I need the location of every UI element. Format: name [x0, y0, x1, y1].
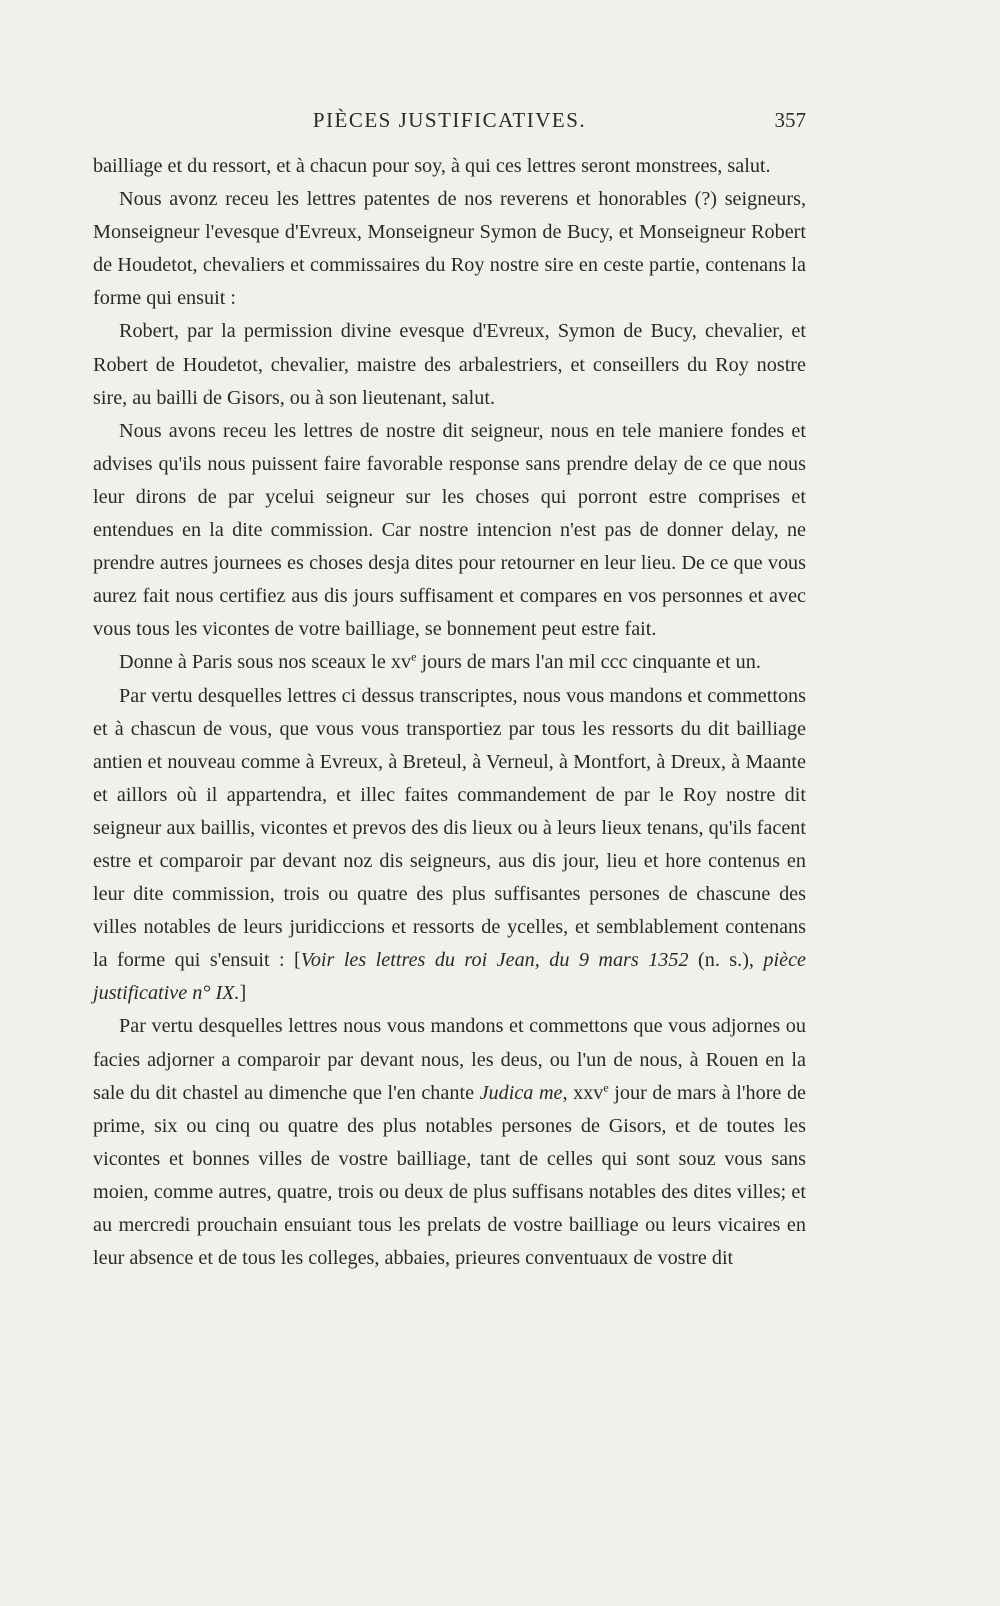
paragraph-6-end: ] — [239, 982, 247, 1005]
page-number: 357 — [774, 108, 806, 132]
paragraph-5-text: Donne à Paris sous nos sceaux le xv — [119, 651, 412, 674]
editorial-reference-italic: pièce justificative n° IX. — [93, 949, 806, 1005]
paragraph-1: bailliage et du ressort, et à chacun pour soy, à qui ces lettres seront monstrees, salut. — [93, 155, 771, 177]
paragraph-7-text: Par vertu desquelles lettres nous vous mandons et commettons que vous adjornes ou facies adjorner a comparoir par devant nous, les deus, ou l'un de nous, à Rouen en la sale du dit chastel au dimenche que l'en chante — [93, 1015, 806, 1104]
paragraph-5 — [93, 646, 806, 679]
paragraph-6 — [93, 680, 806, 1011]
superscript-e-2: e — [603, 1079, 609, 1094]
paragraph-4: Nous avons receu les lettres de nostre dit seigneur, nous en tele maniere fondes et advises qu'ils nous puissent faire favorable response sans prendre delay de ce que nous leur dirons de par ycelui seigneur sur les choses qui porront estre comprises et entendues en la dite commission. Car nostre intencion n'est pas de donner delay, ne prendre autres journees es choses desja dites pour retourner en leur lieu. De ce que vous aurez fait nous certifiez aus dis jours suffisament et compares en vos personnes et avec vous tous les vicontes de votre bailliage, se bonnement peut estre fait. — [93, 419, 806, 641]
paragraph-7-text-end: jour de mars à l'hore de prime, six ou cinq ou quatre des plus notables persones de Gisors, et de toutes les vicontes et bonnes villes de vostre bailliage, tant de celles qui sont souz vous sans moien, comme autres, quatre, trois ou deux de plus suffisans notables des dites villes; et au mercredi prouchain ensuiant tous les prelats de vostre bailliage ou leurs vicaires en leur absence et de tous les colleges, abbaies, prieures conventuaux de vostre dit — [93, 1081, 806, 1270]
liturgical-phrase-italic: Judica me — [479, 1081, 563, 1104]
paragraph-6-text: Par vertu desquelles lettres ci dessus transcriptes, nous vous mandons et commettons et à chascun de vous, que vous vous transportiez par tous les ressorts du dit bailliage antien et nouveau comme à Evreux, à Breteul, à Verneul, à Montfort, à Dreux, à Maante et aillors où il appartendra, et illec faites commandement de par le Roy nostre dit seigneur aux baillis, vicontes et prevos des dis lieux ou à leurs lieux tenans, qu'ils facent estre et comparoir par devant noz dis seigneurs, aus dis jour, lieu et hore contenus en leur dite commission, trois ou quatre des plus suffisantes persones de chascune des villes notables de leurs juridiccions et ressorts de ycelles, et semblablement contenans la forme qui s'ensuit : [ — [93, 684, 806, 972]
superscript-e: e — [411, 649, 417, 664]
running-head — [93, 108, 806, 140]
editorial-note-italic: Voir les lettres du roi Jean, du 9 mars 1352 — [300, 949, 689, 972]
running-title: PIÈCES JUSTIFICATIVES. — [312, 108, 587, 132]
body-text — [93, 150, 806, 1275]
paragraph-7 — [93, 1010, 806, 1275]
paragraph-3: Robert, par la permission divine evesque d'Evreux, Symon de Bucy, chevalier, et Robert de Houdetot, chevalier, maistre des arbalestriers, et conseillers du Roy nostre sire, au bailli de Gisors, ou à son lieutenant, salut. — [93, 320, 806, 409]
paragraph-5-text-end: jours de mars l'an mil ccc cinquante et un. — [416, 651, 761, 674]
paragraph-6-mid: (n. s.), — [688, 949, 764, 972]
paragraph-7-mid: , xxv — [562, 1081, 604, 1104]
paragraph-2: Nous avonz receu les lettres patentes de nos reverens et honorables (?) seigneurs, Monseigneur l'evesque d'Evreux, Monseigneur Symon de Bucy, et Monseigneur Robert de Houdetot, chevaliers et commissaires du Roy nostre sire en ceste partie, contenans la forme qui ensuit : — [93, 188, 806, 310]
